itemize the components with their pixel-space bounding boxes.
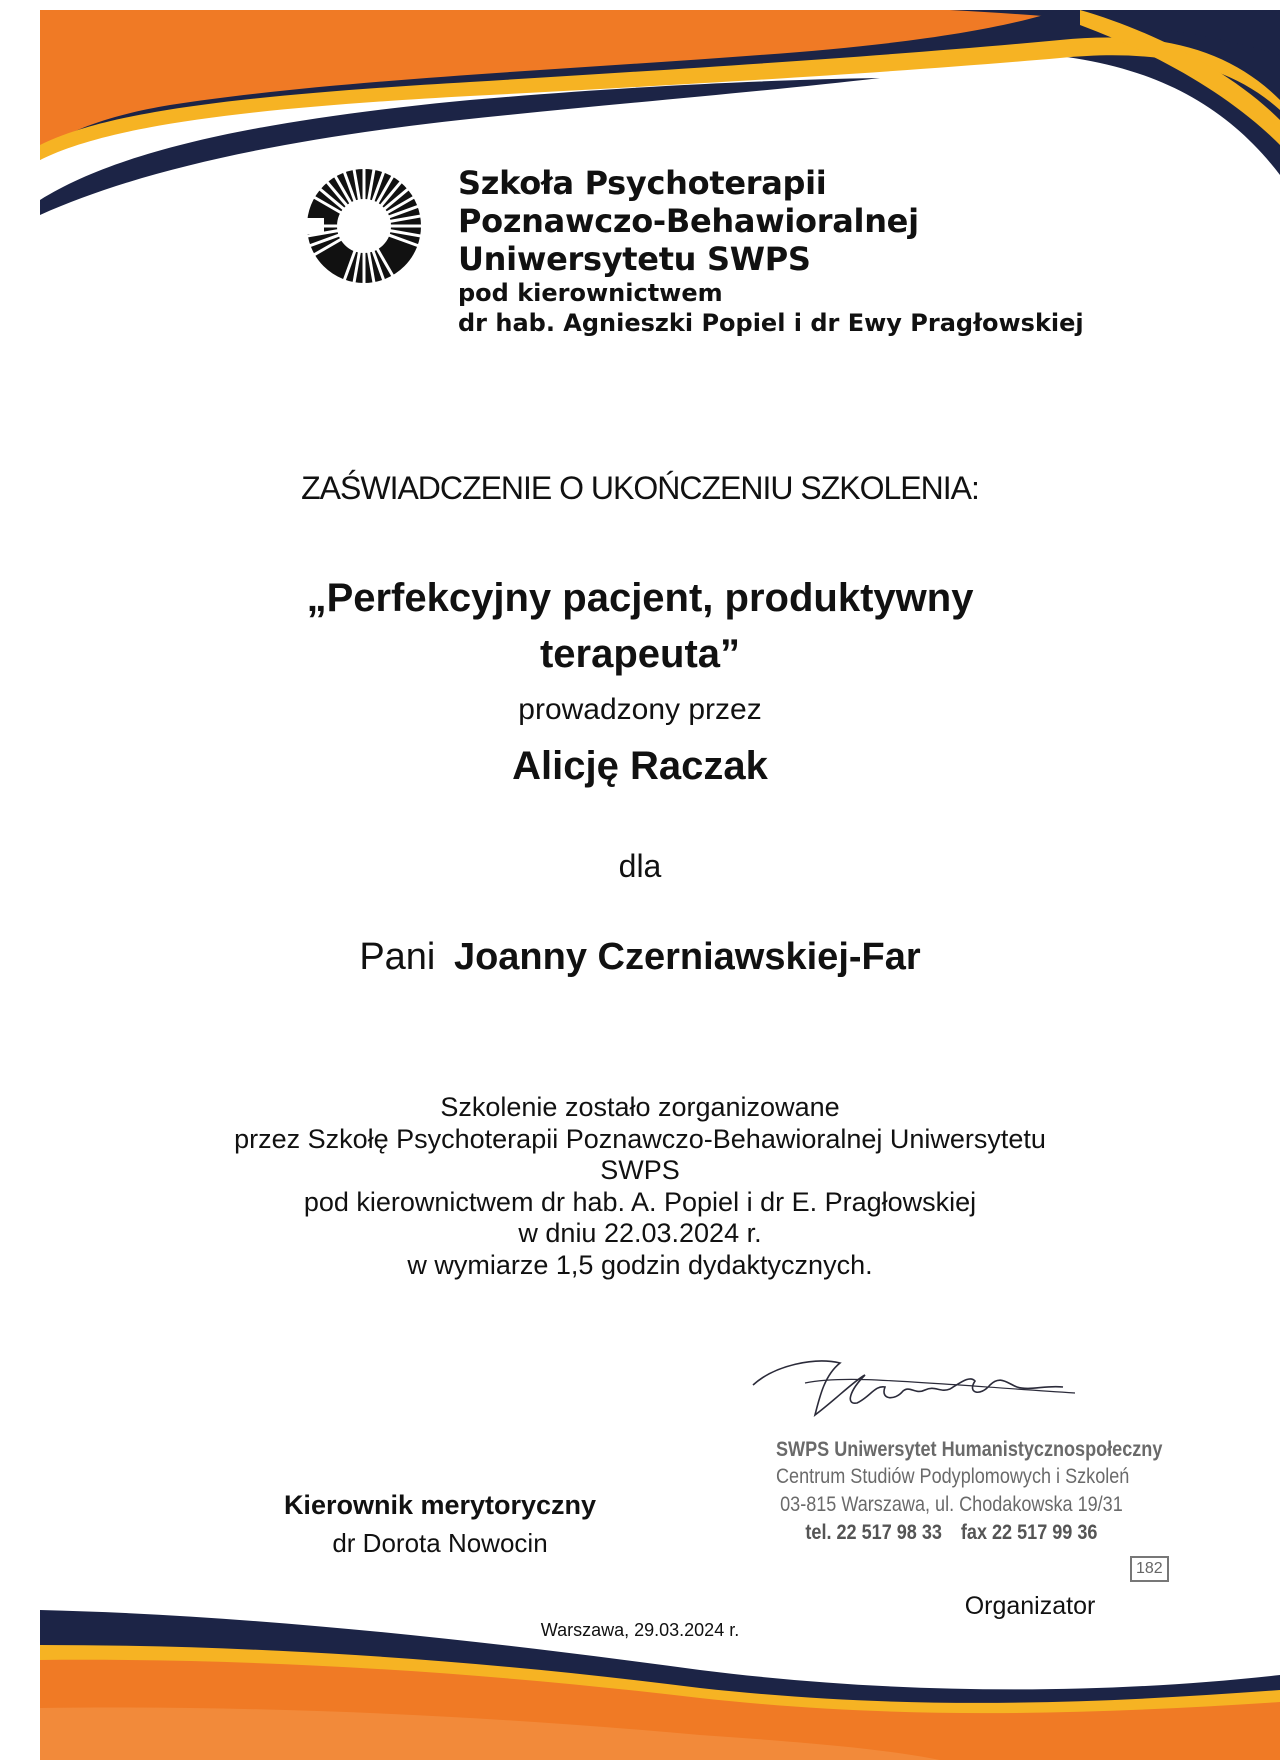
stamp-tel: tel. 22 517 98 33 (805, 1521, 942, 1544)
recipient (0, 936, 1280, 979)
institution-block (458, 164, 1084, 338)
institution-line-2: Poznawczo-Behawioralnej (458, 202, 919, 240)
bottom-wave-decoration (0, 1590, 1280, 1760)
certificate-heading: ZAŚWIADCZENIE O UKOŃCZENIU SZKOLENIA: (301, 470, 979, 506)
stamp-contact (776, 1519, 1127, 1547)
institution-line-5: dr hab. Agnieszki Popiel i dr Ewy Pragłowskiej (458, 309, 1084, 337)
for-label: dla (618, 848, 662, 884)
stamp-fax: fax 22 517 99 36 (960, 1521, 1098, 1544)
institution-line-1: Szkoła Psychoterapii (458, 164, 827, 202)
course-title-line-2: terapeuta” (539, 632, 741, 676)
institution-line-3: Uniwersytetu SWPS (458, 240, 811, 278)
supervisor-title: Kierownik merytoryczny (283, 1490, 597, 1520)
course-title (0, 570, 1280, 682)
institution-stamp (776, 1436, 1163, 1547)
trainer-name: Alicję Raczak (512, 744, 768, 788)
body-line: SWPS (600, 1155, 680, 1185)
body-line: przez Szkołę Psychoterapii Poznawczo-Behawioralnej Uniwersytetu (234, 1123, 1046, 1154)
recipient-prefix: Pani (359, 936, 436, 978)
stamp-line-1: SWPS Uniwersytet Humanistycznospołeczny (776, 1438, 1163, 1461)
course-title-line-1: „Perfekcyjny pacjent, produktywny (306, 576, 974, 620)
organizer-label: Organizator (964, 1592, 1096, 1620)
body-line: w dniu 22.03.2024 r. (518, 1218, 762, 1248)
place-and-date: Warszawa, 29.03.2024 r. (540, 1620, 740, 1640)
certificate-body (0, 1092, 1280, 1281)
institution-line-4: pod kierownictwem (458, 279, 723, 307)
signature (745, 1345, 1085, 1425)
stamp-line-3: 03-815 Warszawa, ul. Chodakowska 19/31 (780, 1493, 1123, 1516)
stamp-number-box: 182 (1130, 1556, 1169, 1582)
led-by-label: prowadzony przez (518, 693, 762, 726)
body-line: w wymiarze 1,5 godzin dydaktycznych. (407, 1249, 873, 1280)
recipient-name: Joanny Czerniawskiej-Far (453, 936, 921, 978)
signature-text: Bobiczańska (745, 1345, 751, 1346)
body-line: Szkolenie zostało zorganizowane (440, 1092, 840, 1122)
swps-logo-icon (296, 158, 432, 294)
stamp-line-2: Centrum Studiów Podyplomowych i Szkoleń (776, 1465, 1130, 1488)
supervisor-name: dr Dorota Nowocin (332, 1528, 548, 1558)
body-line: pod kierownictwem dr hab. A. Popiel i dr E. Pragłowskiej (303, 1186, 977, 1217)
